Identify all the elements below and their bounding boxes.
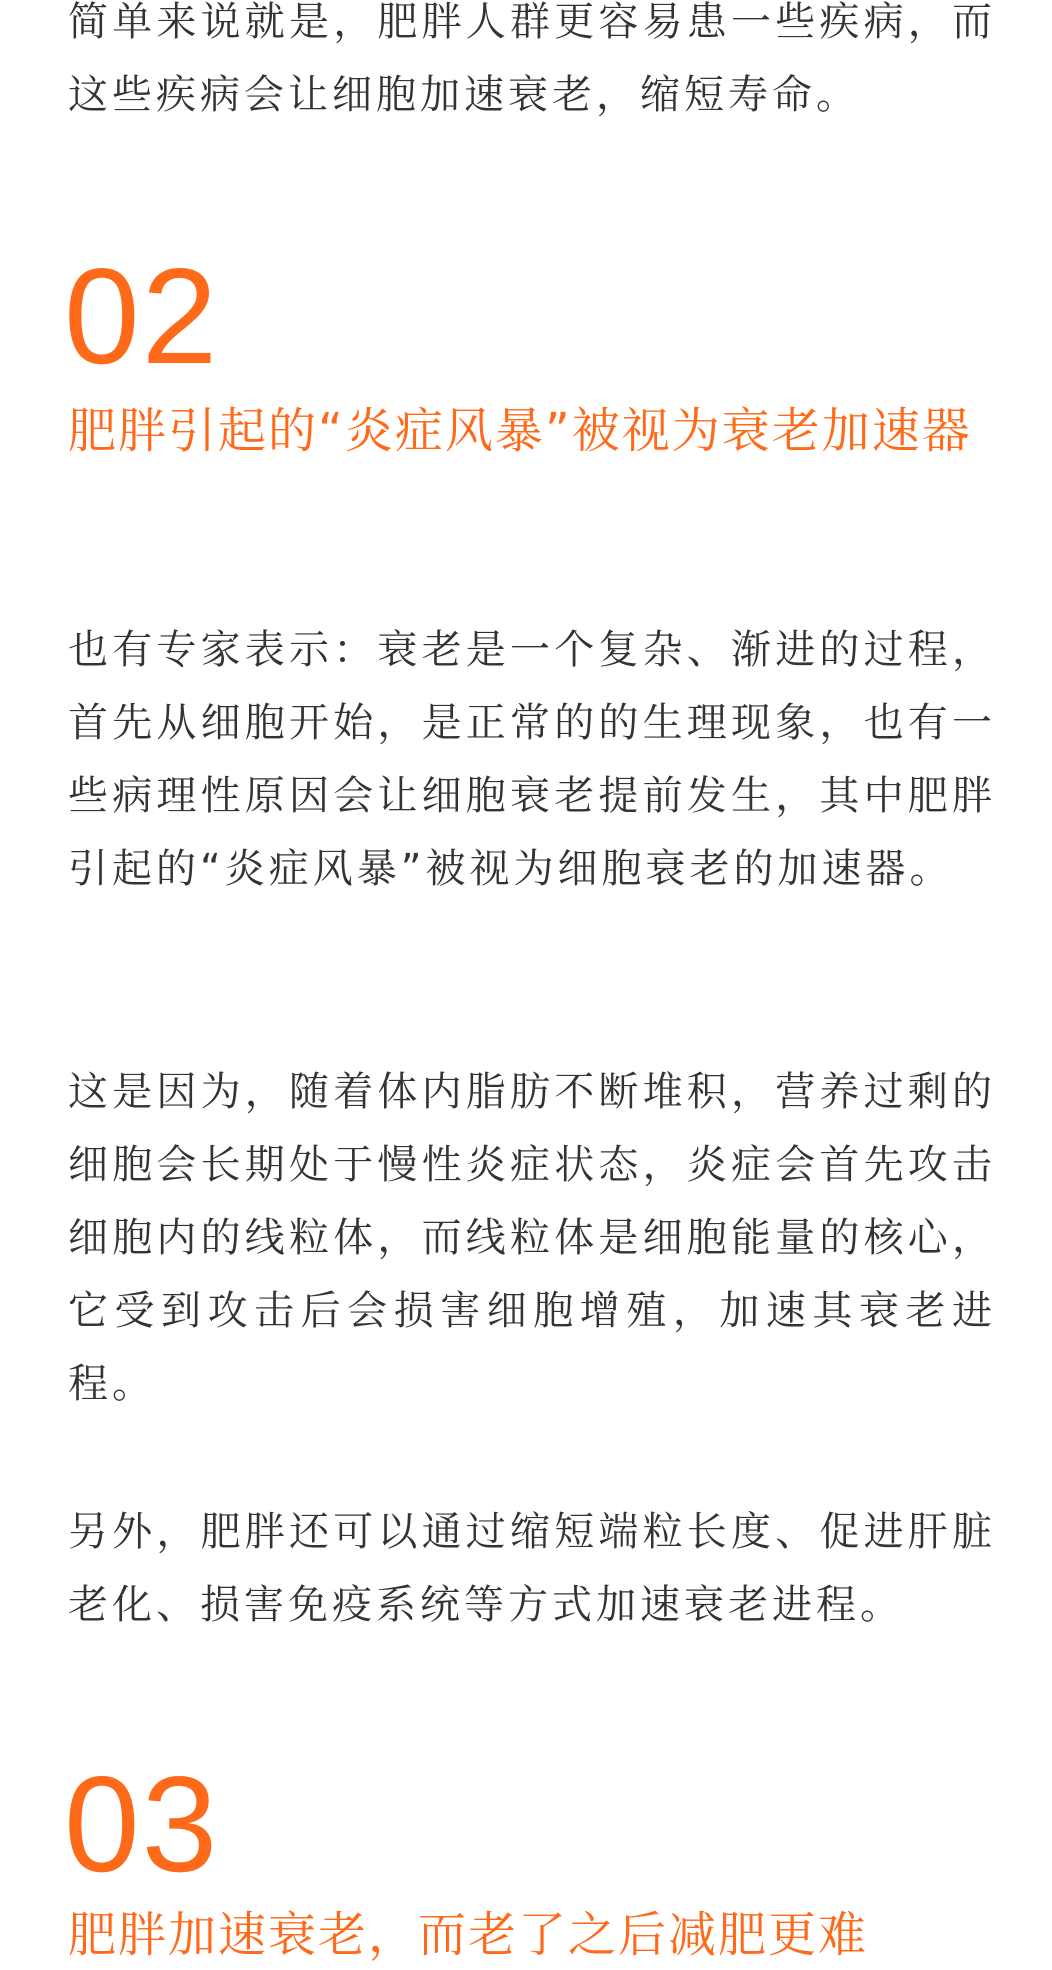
section-number: 03 (64, 1748, 220, 1900)
section-title: 肥胖引起的“炎症风暴”被视为衰老加速器 (68, 403, 972, 459)
intro-paragraph: 简单来说就是，肥胖人群更容易患一些疾病，而这些疾病会让细胞加速衰老，缩短寿命。 (68, 0, 996, 118)
section-paragraph: 这是因为，随着体内脂肪不断堆积，营养过剩的细胞会长期处于慢性炎症状态，炎症会首先攻击细胞内的线粒体，而线粒体是细胞能量的核心，它受到攻击后会损害细胞增殖，加速其衰老进程。 (68, 1069, 996, 1407)
section-paragraph: 另外，肥胖还可以通过缩短端粒长度、促进肝脏老化、损害免疫系统等方式加速衰老进程。 (68, 1509, 996, 1628)
section-paragraph: 也有专家表示：衰老是一个复杂、渐进的过程，首先从细胞开始，是正常的的生理现象，也有一些病理性原因会让细胞衰老提前发生，其中肥胖引起的“炎症风暴”被视为细胞衰老的加速器。 (68, 627, 996, 892)
section-number: 02 (64, 240, 220, 392)
section-title: 肥胖加速衰老，而老了之后减肥更难 (68, 1907, 869, 1963)
